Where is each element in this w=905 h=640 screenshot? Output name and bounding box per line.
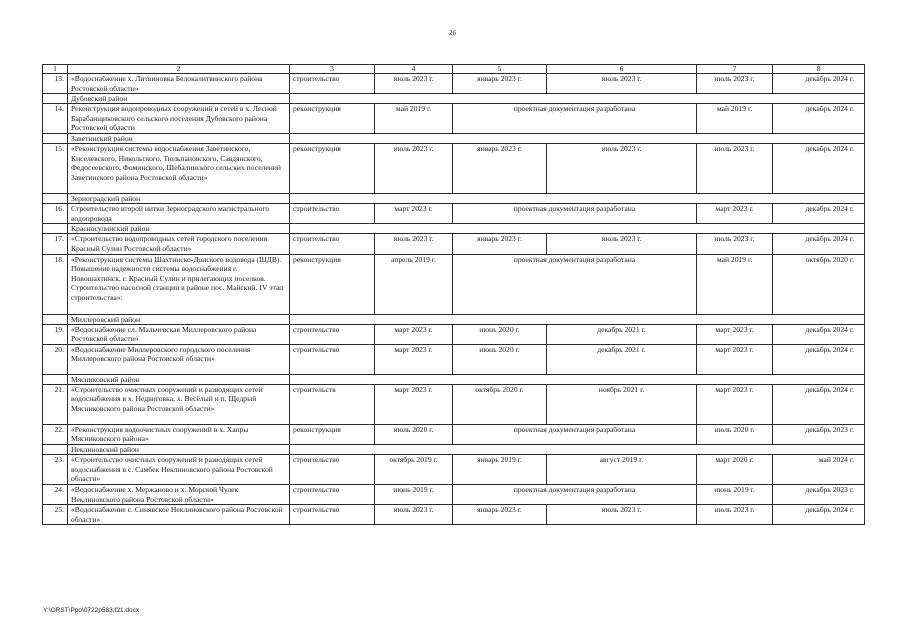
- date-col-4: март 2023 г.: [375, 204, 453, 224]
- row-number: 13.: [43, 74, 68, 94]
- date-col-6: ноябрь 2021 г.: [547, 384, 697, 424]
- row-number: 21.: [43, 384, 68, 424]
- work-type: строительство: [290, 324, 375, 344]
- date-col-7: май 2019 г.: [697, 254, 773, 314]
- object-name: Строительство второй нитки Зерноградского магистрального водопровода: [68, 204, 290, 224]
- date-col-4: июль 2023 г.: [375, 505, 453, 525]
- date-col-8: декабрь 2024 г.: [773, 384, 865, 424]
- empty-cell: [290, 194, 865, 204]
- table-row: [43, 324, 865, 344]
- table-row: [43, 424, 865, 444]
- district-row: [43, 374, 865, 384]
- work-type: реконструкция: [290, 254, 375, 314]
- object-name: «Водоснабжение Миллеровского городского поселения Миллеровского района Ростовской области»: [68, 344, 290, 374]
- work-type: реконструкция: [290, 104, 375, 134]
- district-name: Зерноградский район: [68, 194, 290, 204]
- row-number: 19.: [43, 324, 68, 344]
- object-name: «Водоснабжение х. Мержаново и х. Морской Чулек Неклиновского района Ростовской области»: [68, 484, 290, 504]
- date-col-8: май 2024 г.: [773, 454, 865, 484]
- row-number: 17.: [43, 234, 68, 254]
- date-col-5: июнь 2020 г.: [453, 344, 547, 374]
- empty-cell: [290, 134, 865, 144]
- table-row: [43, 344, 865, 374]
- status-note: проектная документация разработана: [453, 484, 697, 504]
- work-type: строительство: [290, 204, 375, 224]
- date-col-5: январь 2023 г.: [453, 74, 547, 94]
- date-col-6: декабрь 2021 г.: [547, 324, 697, 344]
- table-row: [43, 505, 865, 525]
- date-col-5: октябрь 2020 г.: [453, 384, 547, 424]
- empty-cell: [43, 94, 68, 104]
- object-name: «Строительство очистных сооружений и разводящих сетей водоснабжения в с. Самбек Неклиновского района Ростовской области»: [68, 454, 290, 484]
- date-col-7: март 2020 г.: [697, 454, 773, 484]
- table-row: [43, 454, 865, 484]
- table-row: [43, 144, 865, 194]
- date-col-4: март 2023 г.: [375, 344, 453, 374]
- date-col-7: июль 2020 г.: [697, 424, 773, 444]
- date-col-7: июль 2023 г.: [697, 234, 773, 254]
- date-col-8: декабрь 2024 г.: [773, 324, 865, 344]
- row-number: 15.: [43, 144, 68, 194]
- object-name: «Реконструкция системы Шахтинско-Донского водовода (ШДВ). Повышение надежности системы водоснабжения г. Новошахтинск, г. Красный Сулин и прилегающих поселков. Строительство насосной станции в районе пос. Майский. IV этап строительства»:: [68, 254, 290, 314]
- date-col-8: декабрь 2024 г.: [773, 204, 865, 224]
- district-name: Мясниковский район: [68, 374, 290, 384]
- empty-cell: [43, 194, 68, 204]
- empty-cell: [43, 444, 68, 454]
- date-col-7: июнь 2019 г.: [697, 484, 773, 504]
- date-col-6: июль 2023 г.: [547, 234, 697, 254]
- date-col-4: июль 2023 г.: [375, 234, 453, 254]
- work-type: строительство: [290, 484, 375, 504]
- date-col-8: декабрь 2024 г.: [773, 74, 865, 94]
- date-col-4: июль 2020 г.: [375, 424, 453, 444]
- district-row: [43, 224, 865, 234]
- page-number: 26: [449, 29, 456, 37]
- object-name: «Реконструкция системы водоснабжения Заветинского, Киселевского, Никольского, Тюльпановского, Савдянского, Федосеевского, Фоминского, Шебалинского сельских поселений Заветинского района Ростовской области»: [68, 144, 290, 194]
- date-col-6: август 2019 г.: [547, 454, 697, 484]
- date-col-5: январь 2023 г.: [453, 144, 547, 194]
- col-header-4: 4: [375, 65, 453, 74]
- date-col-4: апрель 2019 г.: [375, 254, 453, 314]
- date-col-8: декабрь 2024 г.: [773, 234, 865, 254]
- file-path-footer: Y:\ORST\Ppo\0722p583.f21.docx: [43, 607, 140, 614]
- objects-table: [42, 64, 865, 525]
- work-type: строительство: [290, 454, 375, 484]
- district-row: [43, 94, 865, 104]
- date-col-7: июль 2023 г.: [697, 144, 773, 194]
- table-body: [43, 65, 865, 525]
- date-col-7: март 2023 г.: [697, 384, 773, 424]
- row-number: 25.: [43, 505, 68, 525]
- district-name: Красносулинский район: [68, 224, 290, 234]
- empty-cell: [290, 224, 865, 234]
- table-row: [43, 384, 865, 424]
- date-col-5: январь 2023 г.: [453, 505, 547, 525]
- date-col-4: июль 2023 г.: [375, 144, 453, 194]
- date-col-7: июль 2023 г.: [697, 74, 773, 94]
- empty-cell: [43, 224, 68, 234]
- district-name: Дубовский район: [68, 94, 290, 104]
- work-type: реконструкция: [290, 424, 375, 444]
- row-number: 14.: [43, 104, 68, 134]
- date-col-8: декабрь 2023 г.: [773, 424, 865, 444]
- col-header-3: 3: [290, 65, 375, 74]
- table-row: [43, 204, 865, 224]
- work-type: строительство: [290, 74, 375, 94]
- district-row: [43, 194, 865, 204]
- date-col-6: июль 2023 г.: [547, 505, 697, 525]
- col-header-2: 2: [68, 65, 290, 74]
- district-row: [43, 134, 865, 144]
- table-row: [43, 234, 865, 254]
- object-name: «Водоснабжение сл. Мальчевская Миллеровского района Ростовской области»: [68, 324, 290, 344]
- date-col-8: декабрь 2024 г.: [773, 144, 865, 194]
- date-col-7: июль 2023 г.: [697, 505, 773, 525]
- empty-cell: [43, 134, 68, 144]
- date-col-7: март 2023 г.: [697, 344, 773, 374]
- object-name: «Реконструкция водоочистных сооружений в х. Хапры Мясниковского района»: [68, 424, 290, 444]
- date-col-8: октябрь 2020 г.: [773, 254, 865, 314]
- column-number-row: [43, 65, 865, 74]
- row-number: 22.: [43, 424, 68, 444]
- status-note: проектная документация разработана: [453, 204, 697, 224]
- object-name: «Строительство водопроводных сетей городского поселения Красный Сулин Ростовской области»: [68, 234, 290, 254]
- work-type: строительство: [290, 505, 375, 525]
- date-col-4: март 2023 г.: [375, 384, 453, 424]
- work-type: строительство: [290, 344, 375, 374]
- date-col-7: май 2019 г.: [697, 104, 773, 134]
- col-header-7: 7: [697, 65, 773, 74]
- table-row: [43, 104, 865, 134]
- table-row: [43, 254, 865, 314]
- object-name: «Водоснабжение с. Синявское Неклиновского района Ростовской области»: [68, 505, 290, 525]
- empty-cell: [43, 314, 68, 324]
- date-col-4: июнь 2019 г.: [375, 484, 453, 504]
- date-col-5: январь 2019 г.: [453, 454, 547, 484]
- table-row: [43, 484, 865, 504]
- row-number: 23.: [43, 454, 68, 484]
- date-col-4: июль 2023 г.: [375, 74, 453, 94]
- date-col-6: июль 2023 г.: [547, 144, 697, 194]
- date-col-8: декабрь 2024 г.: [773, 104, 865, 134]
- col-header-6: 6: [547, 65, 697, 74]
- district-row: [43, 444, 865, 454]
- empty-cell: [290, 444, 865, 454]
- empty-cell: [43, 374, 68, 384]
- col-header-8: 8: [773, 65, 865, 74]
- date-col-5: июнь 2020 г.: [453, 324, 547, 344]
- date-col-4: май 2019 г.: [375, 104, 453, 134]
- work-type: реконструкция: [290, 144, 375, 194]
- row-number: 20.: [43, 344, 68, 374]
- object-name: Реконструкция водопроводных сооружений и сетей в х. Лесной Барабанщиковского сельского поселения Дубовского района Ростовской области: [68, 104, 290, 134]
- date-col-8: декабрь 2023 г.: [773, 484, 865, 504]
- object-name: «Строительство очистных сооружений и разводящих сетей водоснабжения в х. Недвиговка, х. Весёлый и п. Щедрый Мясниковского района Ростовской области»: [68, 384, 290, 424]
- district-name: Заветинский район: [68, 134, 290, 144]
- empty-cell: [290, 314, 865, 324]
- district-name: Миллеровский район: [68, 314, 290, 324]
- district-name: Неклиновский район: [68, 444, 290, 454]
- status-note: проектная документация разработана: [453, 254, 697, 314]
- date-col-4: октябрь 2019 г.: [375, 454, 453, 484]
- row-number: 16.: [43, 204, 68, 224]
- date-col-4: март 2023 г.: [375, 324, 453, 344]
- date-col-6: декабрь 2021 г.: [547, 344, 697, 374]
- date-col-6: июль 2023 г.: [547, 74, 697, 94]
- row-number: 18.: [43, 254, 68, 314]
- empty-cell: [290, 374, 865, 384]
- date-col-7: март 2023 г.: [697, 324, 773, 344]
- date-col-8: декабрь 2024 г.: [773, 344, 865, 374]
- status-note: проектная документация разработана: [453, 424, 697, 444]
- date-col-8: декабрь 2024 г.: [773, 505, 865, 525]
- work-type: строительство: [290, 234, 375, 254]
- work-type: строительств: [290, 384, 375, 424]
- date-col-5: январь 2023 г.: [453, 234, 547, 254]
- date-col-7: март 2023 г.: [697, 204, 773, 224]
- status-note: проектная документация разработана: [453, 104, 697, 134]
- col-header-1: 1: [43, 65, 68, 74]
- col-header-5: 5: [453, 65, 547, 74]
- object-name: «Водоснабжение х. Литвиновка Белокалитвинского района Ростовской области»: [68, 74, 290, 94]
- empty-cell: [290, 94, 865, 104]
- table-row: [43, 74, 865, 94]
- district-row: [43, 314, 865, 324]
- row-number: 24.: [43, 484, 68, 504]
